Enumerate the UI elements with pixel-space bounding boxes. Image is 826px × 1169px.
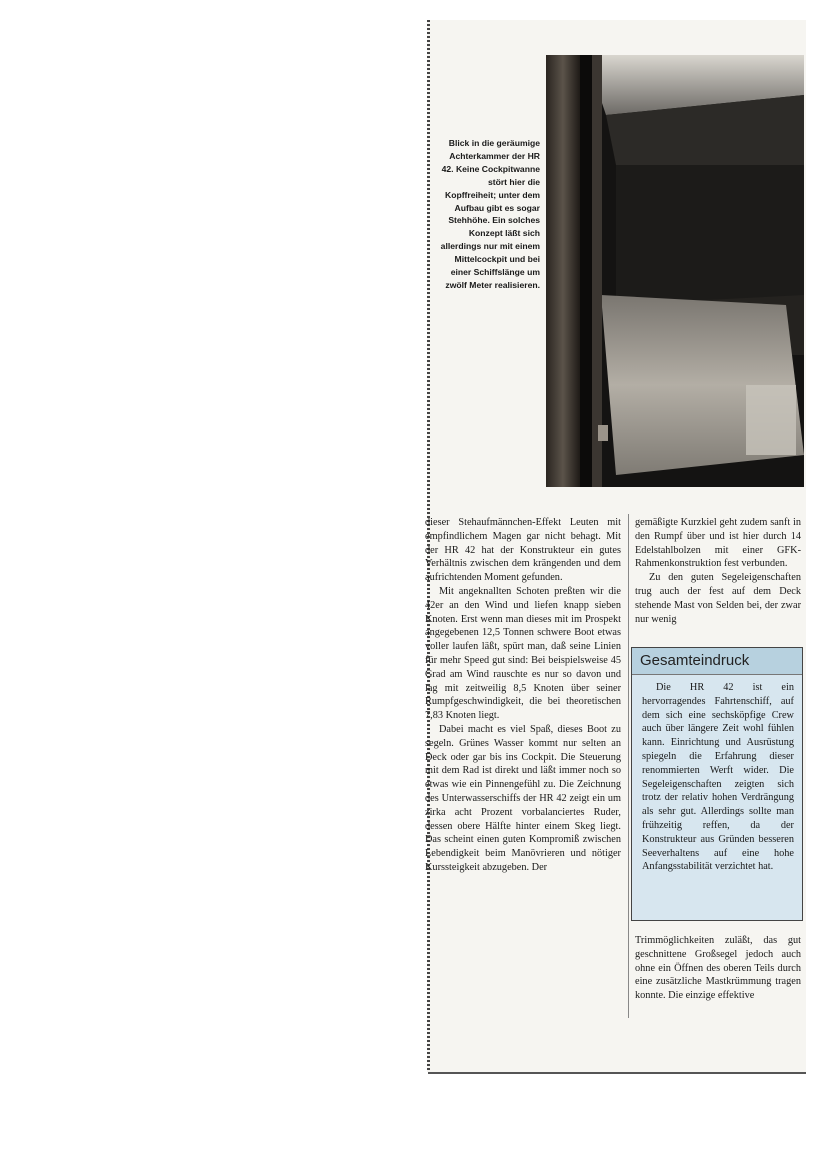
photo-caption: Blick in die geräumige Achterkammer der HR 42. Keine Cockpitwanne stört hier die Kopffreiheit; unter dem Aufbau gibt es sogar Stehhöhe. Ein solches Konzept läßt sich allerdings nur mit einem Mittelcockpit und bei einer Schiffslänge um zwölf Meter realisieren. xyxy=(440,138,540,290)
article-column-left xyxy=(425,516,621,875)
paragraph: Trimmöglichkeiten zuläßt, das gut geschnittene Großsegel jedoch auch ohne ein Öffnen des oberen Teils durch eine zusätzliche Mastkrümmung tragen konnte. Die einzige effektive xyxy=(635,935,801,1002)
paragraph: Zu den guten Segeleigenschaften trug auch der fest auf dem Deck stehende Mast von Selden bei, der zwar nur wenig xyxy=(635,572,801,625)
summary-box-title: Gesamteindruck xyxy=(632,648,802,675)
paragraph: Mit angeknallten Schoten preßten wir die 42er an den Wind und liefen knapp sieben Knoten. Erst wenn man dieses mit im Prospekt angegebenen 12,5 Tonnen schwere Boot etwas voller laufen läßt, spürt man, daß seine Linien für mehr Speed gut sind: Bei beispielsweise 45 Grad am Wind rauschte es nur so davon und lag mit zeitweilig 8,5 Knoten über seiner Rumpfgeschwindigkeit, die bei theoretischen 7,83 Knoten liegt. xyxy=(425,585,621,722)
article-column-right-top xyxy=(635,516,801,626)
cabin-photo-icon xyxy=(546,55,804,487)
paragraph: gemäßigte Kurzkiel geht zudem sanft in den Rumpf über und ist hier durch 14 Edelstahlbolzen mit einer GFK-Rahmenkonstruktion fest verbunden. xyxy=(635,517,801,570)
summary-box-text: Die HR 42 ist ein hervorragendes Fahrtenschiff, auf dem sich eine sechsköpfige Crew auch über längere Zeit wohl fühlen kann. Einrichtung und Ausrüstung spiegeln die Erfahrung dieser renommierten Werft wider. Die Segeleigenschaften zeigten sich trotz der relativ hohen Verdrängung als sehr gut. Allerdings sollte man frühzeitig reffen, da der Konstrukteur aus Gründen besseren Seeverhaltens auf eine hohe Anfangsstabilität verzichtet hat. xyxy=(642,682,794,873)
paragraph: Dabei macht es viel Spaß, dieses Boot zu segeln. Grünes Wasser kommt nur selten an Deck oder gar bis ins Cockpit. Die Steuerung mit dem Rad ist direkt und läßt immer noch so etwas wie ein Pinnengefühl zu. Die Zeichnung des Unterwasserschiffs der HR 42 zeigt ein um zirka acht Prozent vorbalanciertes Ruder, dessen obere Hälfte hinter einem Skeg liegt. Das scheint einen guten Kompromiß zwischen Lebendigkeit beim Manövrieren und nötiger Kurssteigkeit abzugeben. Der xyxy=(425,723,621,873)
paragraph: dieser Stehaufmännchen-Effekt Leuten mit empfindlichem Magen gar nicht behagt. Mit der HR 42 hat der Konstrukteur ein gutes Verhältnis zwischen dem krängenden und dem aufrichtenden Moment gefunden. xyxy=(425,517,621,584)
column-divider xyxy=(628,514,629,1018)
cabin-photo xyxy=(546,55,804,487)
summary-box xyxy=(631,647,803,921)
article-column-right-bottom xyxy=(635,934,801,1003)
